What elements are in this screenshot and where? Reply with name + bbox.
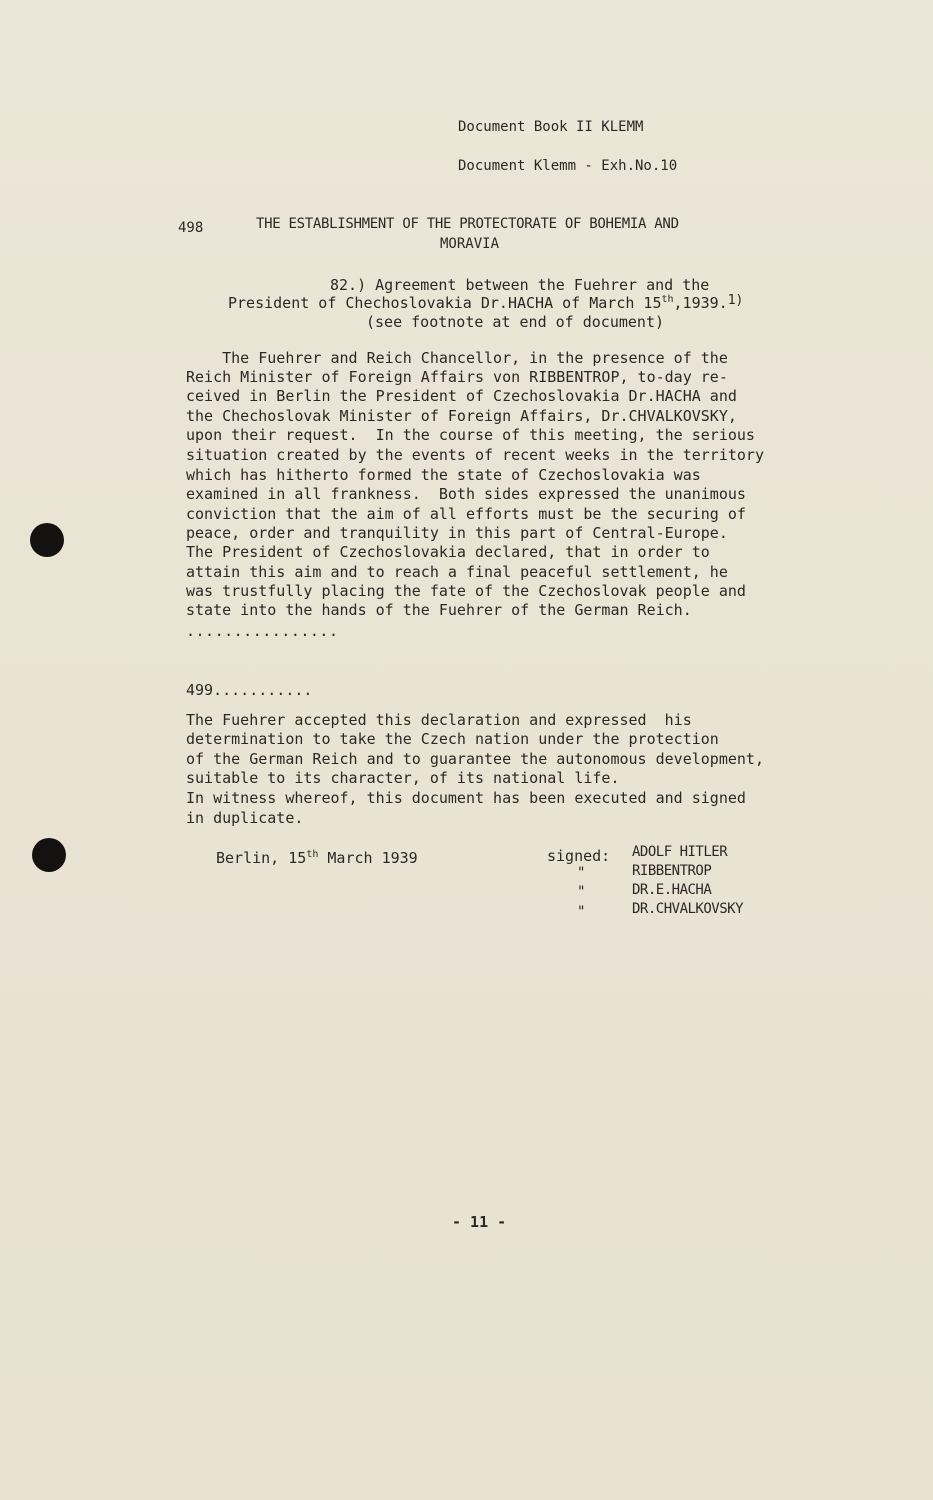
agreement-heading-line-2 (228, 294, 743, 313)
place-date-text: Berlin, 15 (216, 849, 307, 867)
ordinal-suffix: th (306, 849, 319, 860)
paragraph-line: The Fuehrer and Reich Chancellor, in the presence of the (186, 349, 728, 367)
agreement-heading-note: (see footnote at end of document) (366, 313, 665, 331)
paragraph-line: conviction that the aim of all efforts must be the securing of (186, 505, 746, 523)
ditto-mark: " (577, 904, 586, 920)
signed-label: signed: (547, 847, 611, 865)
place-date-rest: March 1939 (318, 849, 418, 867)
paragraph-line: state into the hands of the Fuehrer of the German Reich. (186, 601, 692, 619)
paragraph-line: The Fuehrer accepted this declaration and expressed his (186, 711, 692, 729)
signatory-hitler: ADOLF HITLER (632, 844, 728, 860)
page-continuation-marker: 499........... (186, 681, 313, 699)
original-page-number: 498 (178, 220, 204, 236)
paragraph-line: examined in all frankness. Both sides expressed the unanimous (186, 485, 746, 503)
signatory-chvalkovsky: DR.CHVALKOVSKY (632, 901, 744, 917)
paragraph-line: which has hitherto formed the state of Czechoslovakia was (186, 466, 701, 484)
paragraph-line: The President of Czechoslovakia declared, that in order to (186, 543, 710, 561)
section-title-line-2: MORAVIA (440, 236, 500, 252)
paragraph-line: situation created by the events of recent weeks in the territory (186, 446, 764, 464)
paragraph-line: Reich Minister of Foreign Affairs von RIBBENTROP, to-day re- (186, 368, 728, 386)
paragraph-line: In witness whereof, this document has been executed and signed (186, 789, 746, 807)
exhibit-reference: Document Klemm - Exh.No.10 (458, 158, 678, 174)
paragraph-line: ceived in Berlin the President of Czechoslovakia Dr.HACHA and (186, 387, 737, 405)
agreement-heading-line-1: 82.) Agreement between the Fuehrer and the (330, 276, 710, 294)
paragraph-line: the Chechoslovak Minister of Foreign Affairs, Dr.CHVALKOVSKY, (186, 407, 737, 425)
document-book-reference: Document Book II KLEMM (458, 119, 644, 135)
signatory-ribbentrop: RIBBENTROP (632, 863, 712, 879)
omission-dots: ................ (186, 622, 339, 640)
section-title-line-1: THE ESTABLISHMENT OF THE PROTECTORATE OF BOHEMIA AND (256, 216, 679, 232)
paragraph-line: was trustfully placing the fate of the Czechoslovak people and (186, 582, 746, 600)
place-and-date (216, 849, 418, 868)
footnote-marker: 1) (727, 293, 744, 308)
paragraph-line: suitable to its character, of its national life. (186, 769, 620, 787)
signatory-hacha: DR.E.HACHA (632, 882, 712, 898)
ditto-mark: " (577, 884, 586, 900)
punch-hole-upper (30, 523, 64, 557)
paragraph-line: in duplicate. (186, 809, 304, 827)
paragraph-line: determination to take the Czech nation under the protection (186, 730, 719, 748)
paragraph-line: attain this aim and to reach a final peaceful settlement, he (186, 563, 728, 581)
paragraph-line: peace, order and tranquility in this part of Central-Europe. (186, 524, 728, 542)
ditto-mark: " (577, 865, 586, 881)
agreement-heading-year: ,1939. (673, 294, 728, 312)
agreement-heading-text: President of Chechoslovakia Dr.HACHA of March 15 (228, 294, 662, 312)
paragraph-line: of the German Reich and to guarantee the autonomous development, (186, 750, 764, 768)
ordinal-suffix: th (661, 294, 674, 305)
page-number-footer: - 11 - (452, 1213, 507, 1231)
paragraph-line: upon their request. In the course of this meeting, the serious (186, 426, 755, 444)
punch-hole-lower (32, 838, 66, 872)
